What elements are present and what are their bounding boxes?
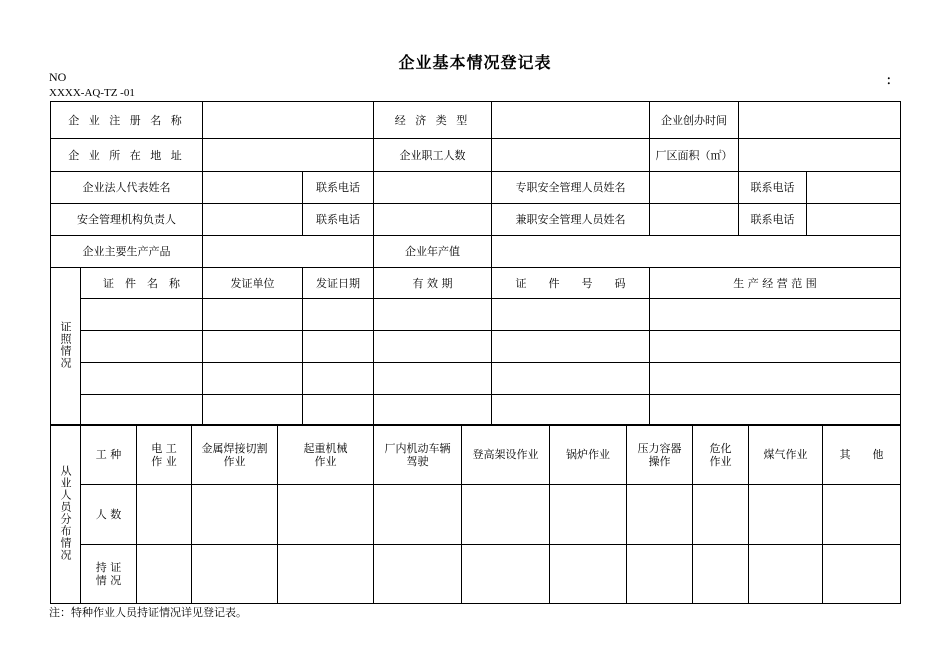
cert-status-label: 持 证 情 况 [81,545,137,604]
cert-cell[interactable] [374,395,492,426]
type-gas: 煤气作业 [749,425,823,485]
enterprise-info-table [50,101,901,426]
count-cell[interactable] [462,485,550,545]
founded-value[interactable] [739,102,901,139]
cert-row [51,331,901,363]
cert-cell[interactable] [492,331,650,363]
cert-status-cell[interactable] [192,545,278,604]
cert-cell[interactable] [81,363,203,395]
cert-number-header: 证 件 号 码 [492,268,650,299]
cert-status-cell[interactable] [627,545,693,604]
cert-status-cell[interactable] [550,545,627,604]
safety-head-label: 安全管理机构负责人 [51,204,203,236]
parttime-phone-label: 联系电话 [739,204,807,236]
work-type-row [51,425,901,485]
validity-header: 有 效 期 [374,268,492,299]
form-number-colon: ： [886,73,899,87]
legal-rep-value[interactable] [203,172,303,204]
staff-distribution-table [50,424,901,604]
area-label: 厂区面积（㎡） [650,139,739,172]
work-type-label: 工 种 [81,425,137,485]
row-registration [51,102,901,139]
parttime-safety-value[interactable] [650,204,739,236]
cert-cell[interactable] [492,395,650,426]
legal-rep-label: 企业法人代表姓名 [51,172,203,204]
cert-cell[interactable] [650,331,901,363]
count-cell[interactable] [374,485,462,545]
staff-section-label: 从业人员分布情况 [51,425,81,604]
count-label: 人 数 [81,485,137,545]
safety-head-phone-value[interactable] [374,204,492,236]
count-cell[interactable] [823,485,901,545]
type-crane: 起重机械 作业 [278,425,374,485]
cert-cell[interactable] [81,395,203,426]
row-products [51,236,901,268]
type-electrician: 电 工 作 业 [137,425,192,485]
cert-row [51,363,901,395]
cert-name-header: 证 件 名 称 [81,268,203,299]
cert-cell[interactable] [374,331,492,363]
issuer-header: 发证单位 [203,268,303,299]
business-scope-header: 生 产 经 营 范 围 [650,268,901,299]
type-vehicle: 厂内机动车辆 驾驶 [374,425,462,485]
cert-cell[interactable] [303,331,374,363]
cert-status-cell[interactable] [137,545,192,604]
founded-label: 企业创办时间 [650,102,739,139]
cert-row [51,395,901,426]
document-code: XXXX-AQ-TZ -01 [49,87,135,99]
count-cell[interactable] [137,485,192,545]
econ-type-label: 经 济 类 型 [374,102,492,139]
legal-rep-phone-value[interactable] [374,172,492,204]
cert-section-label: 证照情况 [51,268,81,426]
count-cell[interactable] [550,485,627,545]
fulltime-phone-label: 联系电话 [739,172,807,204]
cert-cell[interactable] [374,363,492,395]
cert-cell[interactable] [303,363,374,395]
cert-cell[interactable] [303,395,374,426]
fulltime-phone-value[interactable] [807,172,901,204]
fulltime-safety-value[interactable] [650,172,739,204]
cert-cell[interactable] [650,299,901,331]
count-cell[interactable] [749,485,823,545]
cert-cell[interactable] [650,363,901,395]
employees-value[interactable] [492,139,650,172]
cert-cell[interactable] [492,363,650,395]
count-cell[interactable] [278,485,374,545]
type-hazchem: 危化 作业 [693,425,749,485]
issue-date-header: 发证日期 [303,268,374,299]
cert-status-cell[interactable] [278,545,374,604]
cert-row [51,299,901,331]
count-row [51,485,901,545]
products-label: 企业主要生产产品 [51,236,203,268]
cert-cell[interactable] [203,299,303,331]
address-value[interactable] [203,139,374,172]
safety-head-value[interactable] [203,204,303,236]
reg-name-value[interactable] [203,102,374,139]
row-address [51,139,901,172]
cert-status-cell[interactable] [749,545,823,604]
cert-cell[interactable] [203,363,303,395]
reg-name-label: 企 业 注 册 名 称 [51,102,203,139]
cert-status-cell[interactable] [823,545,901,604]
cert-status-cell[interactable] [374,545,462,604]
products-value[interactable] [203,236,374,268]
parttime-phone-value[interactable] [807,204,901,236]
count-cell[interactable] [192,485,278,545]
cert-cell[interactable] [81,299,203,331]
cert-header-row [51,268,901,299]
count-cell[interactable] [627,485,693,545]
type-pressure-vessel: 压力容器 操作 [627,425,693,485]
type-welding: 金属焊接切割 作业 [192,425,278,485]
form-number-label: NO [49,70,67,84]
cert-cell[interactable] [81,331,203,363]
cert-status-row [51,545,901,604]
cert-status-cell[interactable] [693,545,749,604]
parttime-safety-label: 兼职安全管理人员姓名 [492,204,650,236]
type-other: 其 他 [823,425,901,485]
address-label: 企 业 所 在 地 址 [51,139,203,172]
form-title: 企业基本情况登记表 [398,53,552,72]
cert-cell[interactable] [650,395,901,426]
cert-cell[interactable] [492,299,650,331]
row-legal-rep [51,172,901,204]
row-safety-head [51,204,901,236]
cert-status-cell[interactable] [462,545,550,604]
employees-label: 企业职工人数 [374,139,492,172]
econ-type-value[interactable] [492,102,650,139]
type-height-work: 登高架设作业 [462,425,550,485]
cert-cell[interactable] [203,395,303,426]
type-boiler: 锅炉作业 [550,425,627,485]
cert-cell[interactable] [374,299,492,331]
safety-head-phone-label: 联系电话 [303,204,374,236]
area-value[interactable] [739,139,901,172]
legal-rep-phone-label: 联系电话 [303,172,374,204]
cert-cell[interactable] [203,331,303,363]
fulltime-safety-label: 专职安全管理人员姓名 [492,172,650,204]
annual-output-label: 企业年产值 [374,236,492,268]
annual-output-value[interactable] [492,236,901,268]
cert-cell[interactable] [303,299,374,331]
count-cell[interactable] [693,485,749,545]
footer-note: 注：特种作业人员持证情况详见登记表。 [49,606,247,619]
